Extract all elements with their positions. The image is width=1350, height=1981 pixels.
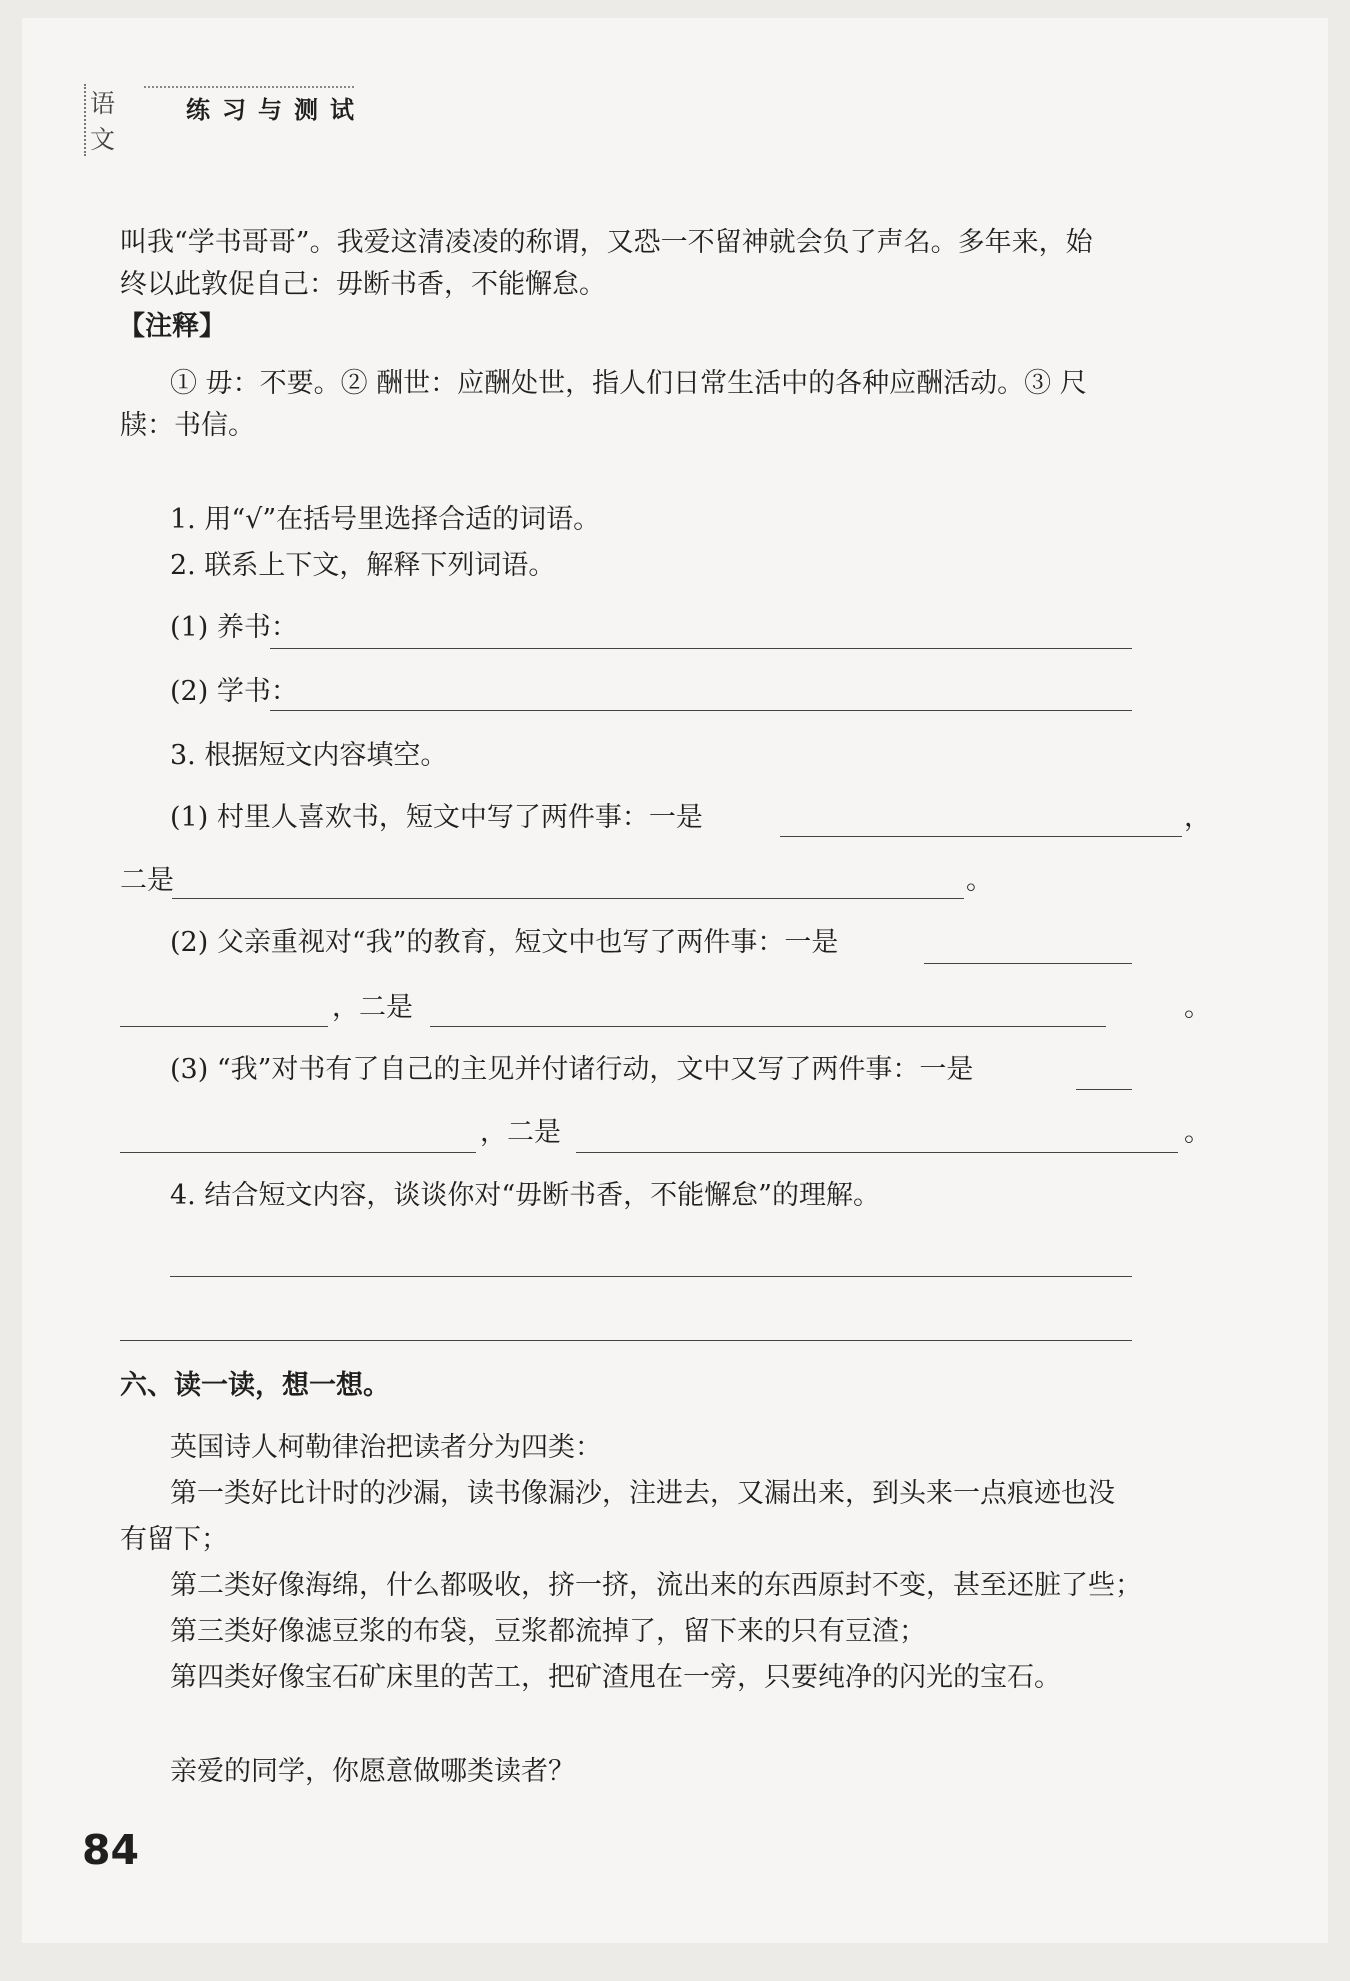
question-2-2-label: (2) 学书：: [170, 676, 298, 707]
question-4: 4. 结合短文内容，谈谈你对“毋断书香，不能懈怠”的理解。: [170, 1180, 880, 1211]
passage-line-2: 终以此敦促自己：毋断书香，不能懈怠。: [120, 269, 606, 300]
answer-line-3-2-second[interactable]: [430, 1026, 1106, 1027]
notes-line-2: 牍：书信。: [120, 410, 255, 441]
reader-type-1-line-1: 第一类好比计时的沙漏，读书像漏沙，注进去，又漏出来，到头来一点痕迹也没: [170, 1478, 1115, 1509]
answer-line-2-2[interactable]: [270, 710, 1132, 711]
question-3-2-prompt: (2) 父亲重视对“我”的教育，短文中也写了两件事：一是: [170, 927, 839, 958]
section-6-heading: 六、读一读，想一想。: [120, 1370, 390, 1401]
answer-line-3-3-first-a[interactable]: [1076, 1089, 1132, 1090]
section-6-intro: 英国诗人柯勒律治把读者分为四类：: [170, 1432, 602, 1463]
reader-type-1-line-2: 有留下；: [120, 1524, 228, 1555]
page-number: 84: [82, 1826, 140, 1874]
question-3-1-comma: ，: [1184, 802, 1211, 833]
question-1: 1. 用“√”在括号里选择合适的词语。: [170, 504, 601, 535]
answer-line-3-2-first-b[interactable]: [120, 1026, 328, 1027]
answer-line-3-2-first-a[interactable]: [924, 963, 1132, 964]
answer-line-3-1-second[interactable]: [172, 898, 964, 899]
answer-line-4-b[interactable]: [120, 1340, 1132, 1341]
answer-line-4-a[interactable]: [170, 1276, 1132, 1277]
question-3-1-second-label: 二是: [120, 865, 174, 896]
answer-line-3-3-second[interactable]: [576, 1152, 1178, 1153]
question-3-2-period: 。: [1184, 992, 1211, 1023]
question-3: 3. 根据短文内容填空。: [170, 740, 448, 771]
passage-line-1: 叫我“学书哥哥”。我爱这清凌凌的称谓，又恐一不留神就会负了声名。多年来，始: [120, 227, 1093, 258]
question-3-3-period: 。: [1184, 1117, 1211, 1148]
notes-line-1: ① 毋：不要。② 酬世：应酬处世，指人们日常生活中的各种应酬活动。③ 尺: [170, 368, 1087, 399]
answer-line-3-1-first[interactable]: [780, 836, 1182, 837]
header-dotted-rule: [144, 86, 354, 88]
section-6-question: 亲爱的同学，你愿意做哪类读者？: [170, 1756, 575, 1787]
reader-type-2: 第二类好像海绵，什么都吸收，挤一挤，流出来的东西原封不变，甚至还脏了些；: [170, 1570, 1142, 1601]
worksheet-page: [22, 18, 1328, 1943]
subject-label: 语文: [84, 84, 117, 156]
answer-line-2-1[interactable]: [270, 648, 1132, 649]
question-3-3-prompt: (3) “我”对书有了自己的主见并付诸行动，文中又写了两件事：一是: [170, 1054, 974, 1085]
question-3-3-second-label: ，二是: [480, 1117, 561, 1148]
reader-type-4: 第四类好像宝石矿床里的苦工，把矿渣甩在一旁，只要纯净的闪光的宝石。: [170, 1662, 1061, 1693]
question-2: 2. 联系上下文，解释下列词语。: [170, 550, 556, 581]
reader-type-3: 第三类好像滤豆浆的布袋，豆浆都流掉了，留下来的只有豆渣；: [170, 1616, 926, 1647]
question-2-1-label: (1) 养书：: [170, 612, 298, 643]
question-3-1-prompt: (1) 村里人喜欢书，短文中写了两件事：一是: [170, 802, 703, 833]
notes-heading: 【注释】: [118, 311, 226, 342]
question-3-2-second-label: ，二是: [332, 992, 413, 1023]
answer-line-3-3-first-b[interactable]: [120, 1152, 476, 1153]
book-title: 练习与测试: [186, 96, 366, 124]
question-3-1-period: 。: [966, 865, 993, 896]
